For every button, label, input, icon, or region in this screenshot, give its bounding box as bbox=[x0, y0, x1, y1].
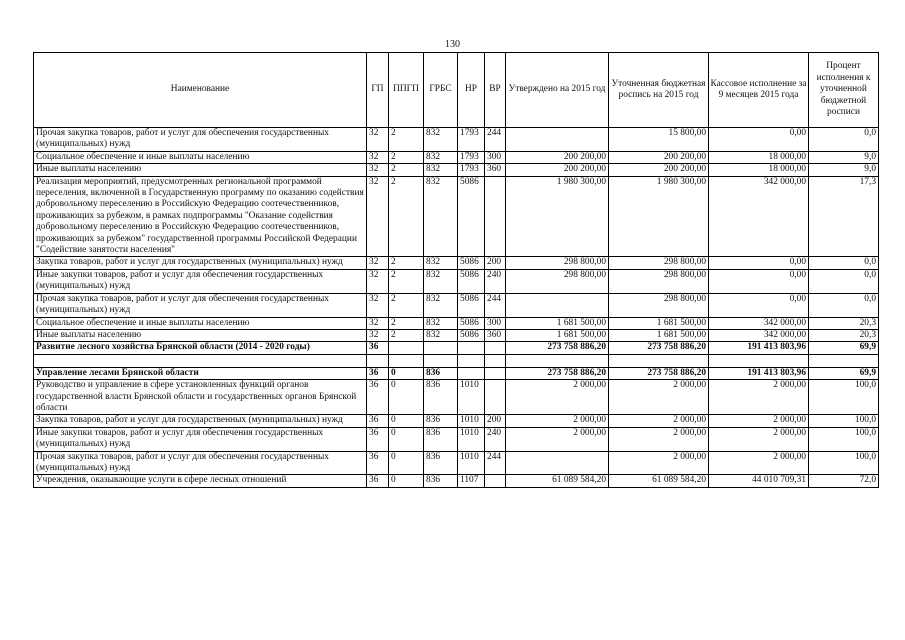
row-nr bbox=[458, 342, 485, 354]
row-vr bbox=[485, 475, 506, 487]
row-percent: 100,0 bbox=[809, 380, 879, 415]
row-vr bbox=[485, 380, 506, 415]
row-gp: 32 bbox=[367, 317, 389, 329]
row-ppgp: 2 bbox=[389, 151, 424, 163]
row-cash: 2 000,00 bbox=[709, 380, 809, 415]
table-row bbox=[34, 380, 879, 415]
row-grbs: 832 bbox=[424, 128, 458, 152]
row-nr: 1107 bbox=[458, 475, 485, 487]
row-refined: 2 000,00 bbox=[609, 380, 709, 415]
row-name: Закупка товаров, работ и услуг для государственных (муниципальных) нужд bbox=[34, 257, 367, 269]
row-ppgp: 0 bbox=[389, 475, 424, 487]
row-refined: 61 089 584,20 bbox=[609, 475, 709, 487]
row-nr: 1010 bbox=[458, 415, 485, 427]
row-gp: 36 bbox=[367, 380, 389, 415]
spacer-cell bbox=[424, 354, 458, 367]
row-grbs: 832 bbox=[424, 329, 458, 341]
row-percent: 20,3 bbox=[809, 317, 879, 329]
row-nr: 1793 bbox=[458, 164, 485, 176]
row-percent: 100,0 bbox=[809, 451, 879, 475]
spacer-cell bbox=[34, 354, 367, 367]
row-vr: 244 bbox=[485, 451, 506, 475]
row-gp: 32 bbox=[367, 293, 389, 317]
row-grbs: 836 bbox=[424, 367, 458, 379]
row-ppgp: 0 bbox=[389, 367, 424, 379]
row-gp: 36 bbox=[367, 427, 389, 451]
table-row bbox=[34, 427, 879, 451]
table-row bbox=[34, 293, 879, 317]
row-cash: 342 000,00 bbox=[709, 176, 809, 257]
spacer-cell bbox=[389, 354, 424, 367]
row-approved: 298 800,00 bbox=[506, 269, 609, 293]
row-name: Развитие лесного хозяйства Брянской области (2014 - 2020 годы) bbox=[34, 342, 367, 354]
row-approved: 1 681 500,00 bbox=[506, 329, 609, 341]
row-percent: 0,0 bbox=[809, 293, 879, 317]
row-nr: 5086 bbox=[458, 293, 485, 317]
row-grbs: 836 bbox=[424, 380, 458, 415]
row-vr: 200 bbox=[485, 257, 506, 269]
row-grbs: 832 bbox=[424, 176, 458, 257]
header-cash: Кассовое исполнение за 9 месяцев 2015 года bbox=[709, 53, 809, 128]
row-gp: 36 bbox=[367, 475, 389, 487]
row-grbs: 832 bbox=[424, 317, 458, 329]
row-cash: 2 000,00 bbox=[709, 451, 809, 475]
row-percent: 100,0 bbox=[809, 415, 879, 427]
row-nr: 1793 bbox=[458, 151, 485, 163]
header-refined: Уточненная бюджетная роспись на 2015 год bbox=[609, 53, 709, 128]
spacer-cell bbox=[506, 354, 609, 367]
row-ppgp: 2 bbox=[389, 329, 424, 341]
row-approved: 200 200,00 bbox=[506, 164, 609, 176]
table-row bbox=[34, 415, 879, 427]
row-vr: 300 bbox=[485, 151, 506, 163]
table-row bbox=[34, 151, 879, 163]
row-ppgp: 2 bbox=[389, 257, 424, 269]
table-header-row bbox=[34, 53, 879, 128]
row-approved: 2 000,00 bbox=[506, 427, 609, 451]
row-approved: 200 200,00 bbox=[506, 151, 609, 163]
row-cash: 18 000,00 bbox=[709, 151, 809, 163]
row-percent: 69,9 bbox=[809, 367, 879, 379]
row-refined: 298 800,00 bbox=[609, 257, 709, 269]
spacer-cell bbox=[809, 354, 879, 367]
row-refined: 15 800,00 bbox=[609, 128, 709, 152]
row-gp: 32 bbox=[367, 176, 389, 257]
row-grbs: 832 bbox=[424, 269, 458, 293]
header-grbs: ГРБС bbox=[424, 53, 458, 128]
row-vr bbox=[485, 176, 506, 257]
row-ppgp: 0 bbox=[389, 451, 424, 475]
table-row bbox=[34, 176, 879, 257]
row-refined: 1 681 500,00 bbox=[609, 329, 709, 341]
row-ppgp: 2 bbox=[389, 317, 424, 329]
row-gp: 32 bbox=[367, 269, 389, 293]
row-refined: 298 800,00 bbox=[609, 269, 709, 293]
row-nr bbox=[458, 367, 485, 379]
row-percent: 69,9 bbox=[809, 342, 879, 354]
row-refined: 1 980 300,00 bbox=[609, 176, 709, 257]
row-cash: 2 000,00 bbox=[709, 415, 809, 427]
row-gp: 36 bbox=[367, 367, 389, 379]
row-name: Иные выплаты населению bbox=[34, 164, 367, 176]
row-percent: 0,0 bbox=[809, 269, 879, 293]
row-vr: 360 bbox=[485, 164, 506, 176]
row-ppgp: 2 bbox=[389, 128, 424, 152]
row-ppgp bbox=[389, 342, 424, 354]
row-cash: 0,00 bbox=[709, 257, 809, 269]
spacer-cell bbox=[485, 354, 506, 367]
row-name: Учреждения, оказывающие услуги в сфере лесных отношений bbox=[34, 475, 367, 487]
row-percent: 72,0 bbox=[809, 475, 879, 487]
row-gp: 32 bbox=[367, 128, 389, 152]
spacer-row bbox=[34, 354, 879, 367]
row-approved: 1 681 500,00 bbox=[506, 317, 609, 329]
row-gp: 32 bbox=[367, 151, 389, 163]
row-name: Прочая закупка товаров, работ и услуг для обеспечения государственных (муниципальных) нужд bbox=[34, 128, 367, 152]
row-vr: 360 bbox=[485, 329, 506, 341]
row-gp: 32 bbox=[367, 257, 389, 269]
row-approved bbox=[506, 128, 609, 152]
row-nr: 1793 bbox=[458, 128, 485, 152]
table-row bbox=[34, 367, 879, 379]
row-name: Управление лесами Брянской области bbox=[34, 367, 367, 379]
header-vr: ВР bbox=[485, 53, 506, 128]
row-cash: 0,00 bbox=[709, 128, 809, 152]
row-cash: 342 000,00 bbox=[709, 329, 809, 341]
row-nr: 5086 bbox=[458, 257, 485, 269]
row-approved: 2 000,00 bbox=[506, 415, 609, 427]
row-name: Закупка товаров, работ и услуг для государственных (муниципальных) нужд bbox=[34, 415, 367, 427]
row-gp: 32 bbox=[367, 329, 389, 341]
header-ppgp: ППГП bbox=[389, 53, 424, 128]
table-row bbox=[34, 128, 879, 152]
row-percent: 0,0 bbox=[809, 128, 879, 152]
row-grbs: 836 bbox=[424, 415, 458, 427]
row-vr bbox=[485, 342, 506, 354]
row-ppgp: 2 bbox=[389, 176, 424, 257]
row-name: Руководство и управление в сфере установленных функций органов государственной власти Брянской области и государственных органов Брянской области bbox=[34, 380, 367, 415]
spacer-cell bbox=[709, 354, 809, 367]
row-refined: 200 200,00 bbox=[609, 164, 709, 176]
row-name: Прочая закупка товаров, работ и услуг для обеспечения государственных (муниципальных) нужд bbox=[34, 451, 367, 475]
row-percent: 9,0 bbox=[809, 151, 879, 163]
row-name: Реализация мероприятий, предусмотренных региональной программой переселения, включенной в Государственную программу по оказанию содействия добровольному переселению в Российскую Федерацию соотечественников, проживающих за рубежом, в рамках подпрограммы "Оказание содействия добровольному переселению в Российскую Федерацию соотечественников, проживающих за рубежом" государственной программы Российской Федерации "Содействие занятости населения" bbox=[34, 176, 367, 257]
spacer-cell bbox=[458, 354, 485, 367]
row-refined: 2 000,00 bbox=[609, 415, 709, 427]
row-ppgp: 2 bbox=[389, 293, 424, 317]
row-gp: 36 bbox=[367, 415, 389, 427]
row-gp: 32 bbox=[367, 164, 389, 176]
row-ppgp: 0 bbox=[389, 380, 424, 415]
row-approved: 1 980 300,00 bbox=[506, 176, 609, 257]
row-vr: 240 bbox=[485, 427, 506, 451]
row-name: Иные выплаты населению bbox=[34, 329, 367, 341]
row-approved: 273 758 886,20 bbox=[506, 342, 609, 354]
table-row bbox=[34, 329, 879, 341]
row-refined: 1 681 500,00 bbox=[609, 317, 709, 329]
table-row bbox=[34, 451, 879, 475]
header-gp: ГП bbox=[367, 53, 389, 128]
row-ppgp: 0 bbox=[389, 415, 424, 427]
budget-table bbox=[33, 52, 879, 488]
row-grbs bbox=[424, 342, 458, 354]
page-number: 130 bbox=[445, 39, 460, 50]
row-cash: 2 000,00 bbox=[709, 427, 809, 451]
row-grbs: 832 bbox=[424, 164, 458, 176]
row-percent: 9,0 bbox=[809, 164, 879, 176]
row-grbs: 836 bbox=[424, 475, 458, 487]
row-vr: 240 bbox=[485, 269, 506, 293]
row-vr: 244 bbox=[485, 293, 506, 317]
row-ppgp: 2 bbox=[389, 269, 424, 293]
row-name: Социальное обеспечение и иные выплаты населению bbox=[34, 151, 367, 163]
row-cash: 191 413 803,96 bbox=[709, 367, 809, 379]
row-gp: 36 bbox=[367, 451, 389, 475]
row-nr: 1010 bbox=[458, 380, 485, 415]
row-approved: 273 758 886,20 bbox=[506, 367, 609, 379]
row-refined: 2 000,00 bbox=[609, 451, 709, 475]
row-name: Иные закупки товаров, работ и услуг для обеспечения государственных (муниципальных) нужд bbox=[34, 269, 367, 293]
row-gp: 36 bbox=[367, 342, 389, 354]
header-percent: Процент исполнения к уточненной бюджетной росписи bbox=[809, 53, 879, 128]
row-ppgp: 2 bbox=[389, 164, 424, 176]
row-nr: 5086 bbox=[458, 176, 485, 257]
row-cash: 0,00 bbox=[709, 269, 809, 293]
row-approved: 298 800,00 bbox=[506, 257, 609, 269]
table-row bbox=[34, 342, 879, 354]
row-refined: 298 800,00 bbox=[609, 293, 709, 317]
table-row bbox=[34, 475, 879, 487]
spacer-cell bbox=[367, 354, 389, 367]
header-approved: Утверждено на 2015 год bbox=[506, 53, 609, 128]
row-nr: 5086 bbox=[458, 269, 485, 293]
row-cash: 44 010 709,31 bbox=[709, 475, 809, 487]
row-cash: 18 000,00 bbox=[709, 164, 809, 176]
row-refined: 273 758 886,20 bbox=[609, 367, 709, 379]
row-nr: 1010 bbox=[458, 427, 485, 451]
table-row bbox=[34, 164, 879, 176]
row-vr: 200 bbox=[485, 415, 506, 427]
row-name: Прочая закупка товаров, работ и услуг для обеспечения государственных (муниципальных) нужд bbox=[34, 293, 367, 317]
row-vr: 244 bbox=[485, 128, 506, 152]
row-name: Иные закупки товаров, работ и услуг для обеспечения государственных (муниципальных) нужд bbox=[34, 427, 367, 451]
row-grbs: 836 bbox=[424, 427, 458, 451]
table-row bbox=[34, 317, 879, 329]
row-cash: 191 413 803,96 bbox=[709, 342, 809, 354]
row-grbs: 836 bbox=[424, 451, 458, 475]
row-approved bbox=[506, 293, 609, 317]
row-nr: 5086 bbox=[458, 329, 485, 341]
row-vr bbox=[485, 367, 506, 379]
row-refined: 200 200,00 bbox=[609, 151, 709, 163]
row-grbs: 832 bbox=[424, 257, 458, 269]
row-ppgp: 0 bbox=[389, 427, 424, 451]
row-refined: 2 000,00 bbox=[609, 427, 709, 451]
row-cash: 0,00 bbox=[709, 293, 809, 317]
row-percent: 20,3 bbox=[809, 329, 879, 341]
row-vr: 300 bbox=[485, 317, 506, 329]
row-grbs: 832 bbox=[424, 293, 458, 317]
row-percent: 17,3 bbox=[809, 176, 879, 257]
row-name: Социальное обеспечение и иные выплаты населению bbox=[34, 317, 367, 329]
spacer-cell bbox=[609, 354, 709, 367]
row-grbs: 832 bbox=[424, 151, 458, 163]
row-nr: 5086 bbox=[458, 317, 485, 329]
header-nr: НР bbox=[458, 53, 485, 128]
row-refined: 273 758 886,20 bbox=[609, 342, 709, 354]
row-percent: 100,0 bbox=[809, 427, 879, 451]
header-name: Наименование bbox=[34, 53, 367, 128]
row-nr: 1010 bbox=[458, 451, 485, 475]
row-approved bbox=[506, 451, 609, 475]
row-approved: 2 000,00 bbox=[506, 380, 609, 415]
table-row bbox=[34, 269, 879, 293]
row-percent: 0,0 bbox=[809, 257, 879, 269]
row-cash: 342 000,00 bbox=[709, 317, 809, 329]
table-row bbox=[34, 257, 879, 269]
row-approved: 61 089 584,20 bbox=[506, 475, 609, 487]
